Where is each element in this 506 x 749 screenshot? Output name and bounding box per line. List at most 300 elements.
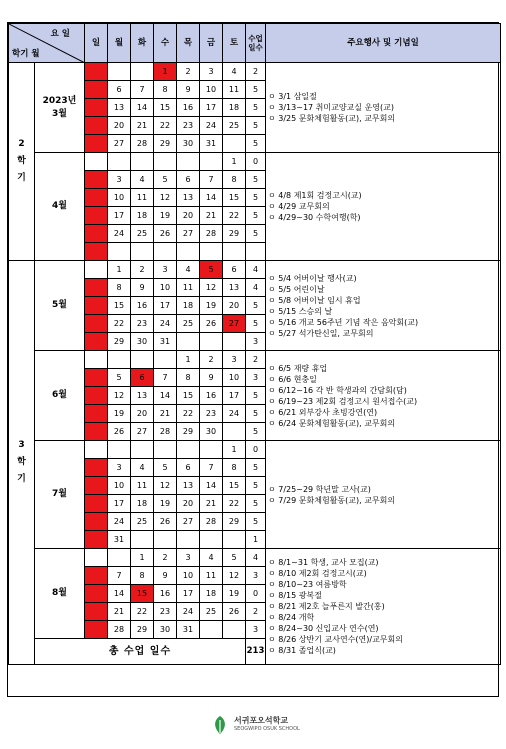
events-list xyxy=(266,549,501,665)
event-item: ㅇ 4/29~30 수학여행(학) xyxy=(268,213,361,222)
class-days-count: 4 xyxy=(246,261,266,279)
date-cell: 18 xyxy=(223,99,246,117)
event-item: ㅇ 6/24 문화체험활동(교), 교무회의 xyxy=(268,418,396,428)
date-cell xyxy=(223,423,246,441)
date-cell: 17 xyxy=(223,387,246,405)
class-days-count: 5 xyxy=(246,477,266,495)
date-cell: 4 xyxy=(200,549,223,567)
holiday-date-cell: 25 xyxy=(85,423,108,441)
class-days-count: 5 xyxy=(246,99,266,117)
class-days-count: 3 xyxy=(246,621,266,639)
date-cell: 30 xyxy=(131,333,154,351)
date-cell: 26 xyxy=(154,513,177,531)
semester-3-label: 3 학 기 xyxy=(9,261,35,665)
class-days-count: 4 xyxy=(246,549,266,567)
holiday-date-cell: 20 xyxy=(85,603,108,621)
event-item: ㅇ 3/1 삼일절 xyxy=(268,92,317,101)
date-cell: 2 xyxy=(131,261,154,279)
date-cell: 25 xyxy=(131,225,154,243)
holiday-date-cell: 5 xyxy=(200,261,223,279)
date-cell xyxy=(85,153,108,171)
class-days-count: 5 xyxy=(246,459,266,477)
class-days-count: 5 xyxy=(246,81,266,99)
date-cell: 10 xyxy=(108,477,131,495)
date-cell: 24 xyxy=(108,513,131,531)
total-label: 총 수업 일수 xyxy=(35,639,246,665)
date-cell: 30 xyxy=(154,621,177,639)
class-days-count: 5 xyxy=(246,405,266,423)
date-cell: 11 xyxy=(223,81,246,99)
date-cell: 10 xyxy=(223,369,246,387)
date-cell: 19 xyxy=(200,297,223,315)
school-name: 서귀포오석학교 xyxy=(234,716,289,725)
event-item: ㅇ 8/1~31 학생, 교사 모집(교) xyxy=(268,558,379,567)
date-cell: 21 xyxy=(131,117,154,135)
date-cell xyxy=(85,261,108,279)
class-days-count: 5 xyxy=(246,225,266,243)
date-cell: 28 xyxy=(154,423,177,441)
date-cell: 22 xyxy=(177,405,200,423)
date-cell: 9 xyxy=(177,81,200,99)
event-item: ㅇ 5/27 석가탄신일, 교무회의 xyxy=(268,328,374,338)
date-cell: 27 xyxy=(177,225,200,243)
date-cell: 13 xyxy=(177,189,200,207)
date-cell: 13 xyxy=(223,279,246,297)
date-cell: 1 xyxy=(108,261,131,279)
date-cell: 14 xyxy=(154,387,177,405)
class-days-count: 2 xyxy=(246,63,266,81)
class-days-count: 0 xyxy=(246,441,266,459)
holiday-date-cell: 6 xyxy=(131,369,154,387)
date-cell: 11 xyxy=(200,567,223,585)
date-cell: 9 xyxy=(200,369,223,387)
date-cell: 7 xyxy=(108,567,131,585)
date-cell xyxy=(200,153,223,171)
date-cell xyxy=(154,153,177,171)
date-cell xyxy=(108,441,131,459)
date-cell: 7 xyxy=(200,171,223,189)
date-cell: 31 xyxy=(154,333,177,351)
day-header-sun: 일 xyxy=(85,24,108,63)
date-cell: 20 xyxy=(177,495,200,513)
date-cell: 6 xyxy=(177,171,200,189)
date-cell: 19 xyxy=(154,495,177,513)
date-cell xyxy=(154,531,177,549)
date-cell xyxy=(108,351,131,369)
date-cell: 9 xyxy=(154,567,177,585)
corner-semester-label: 학기 월 xyxy=(12,48,40,59)
holiday-date-cell: 6 xyxy=(85,567,108,585)
date-cell: 12 xyxy=(108,387,131,405)
date-cell: 16 xyxy=(131,297,154,315)
date-cell xyxy=(108,63,131,81)
date-cell: 18 xyxy=(200,585,223,603)
event-item: ㅇ 3/25 문화체험활동(교), 교무회의 xyxy=(268,114,396,123)
date-cell xyxy=(223,531,246,549)
date-cell: 22 xyxy=(223,495,246,513)
date-cell: 1 xyxy=(131,549,154,567)
corner-header xyxy=(9,24,85,63)
date-cell: 25 xyxy=(131,513,154,531)
month-label: 6월 xyxy=(35,351,85,441)
date-cell: 7 xyxy=(154,369,177,387)
date-cell: 4 xyxy=(131,459,154,477)
date-cell: 14 xyxy=(131,99,154,117)
events-list xyxy=(266,351,501,441)
holiday-date-cell xyxy=(85,63,108,81)
class-days-count: 5 xyxy=(246,207,266,225)
date-cell: 14 xyxy=(200,189,223,207)
semester-2-label: 2 학 기 xyxy=(9,63,35,261)
date-cell: 29 xyxy=(108,333,131,351)
day-header-mon: 월 xyxy=(108,24,131,63)
month-label: 8월 xyxy=(35,549,85,639)
date-cell: 9 xyxy=(131,279,154,297)
date-cell: 27 xyxy=(108,135,131,153)
date-cell xyxy=(131,153,154,171)
date-cell: 8 xyxy=(177,369,200,387)
date-cell: 22 xyxy=(154,117,177,135)
date-cell xyxy=(154,351,177,369)
class-days-count: 5 xyxy=(246,135,266,153)
month-label: 5월 xyxy=(35,261,85,351)
date-cell: 14 xyxy=(108,585,131,603)
date-cell: 8 xyxy=(154,81,177,99)
date-cell: 6 xyxy=(223,261,246,279)
date-cell xyxy=(200,243,223,261)
event-item: ㅇ 5/4 어버이날 행사(교) xyxy=(268,273,357,283)
date-cell: 6 xyxy=(108,81,131,99)
date-cell: 15 xyxy=(223,189,246,207)
date-cell: 24 xyxy=(200,117,223,135)
date-cell: 13 xyxy=(131,387,154,405)
class-days-count xyxy=(246,243,266,261)
date-cell: 12 xyxy=(223,567,246,585)
date-cell xyxy=(177,441,200,459)
class-days-count: 0 xyxy=(246,585,266,603)
date-cell xyxy=(200,621,223,639)
date-cell: 17 xyxy=(108,495,131,513)
holiday-date-cell: 11 xyxy=(85,387,108,405)
date-cell xyxy=(131,243,154,261)
date-cell: 18 xyxy=(177,297,200,315)
date-cell: 22 xyxy=(131,603,154,621)
class-days-count: 1 xyxy=(246,531,266,549)
school-name-english: SEOGWIPO OSUK SCHOOL xyxy=(234,726,300,732)
day-header-thu: 목 xyxy=(177,24,200,63)
date-cell: 26 xyxy=(154,225,177,243)
date-cell xyxy=(177,243,200,261)
date-cell: 5 xyxy=(154,459,177,477)
class-days-count: 5 xyxy=(246,315,266,333)
event-item: ㅇ 8/15 광복절 xyxy=(268,591,322,600)
date-cell: 29 xyxy=(131,621,154,639)
event-item: ㅇ 5/16 개교 56주년 기념 작은 음악회(교) xyxy=(268,317,419,327)
event-item: ㅇ 6/12~16 각 반 학생과의 간담회(담) xyxy=(268,385,407,395)
week-row xyxy=(9,63,501,81)
class-days-count: 5 xyxy=(246,189,266,207)
date-cell: 31 xyxy=(108,531,131,549)
date-cell: 1 xyxy=(223,441,246,459)
date-cell xyxy=(154,243,177,261)
holiday-date-cell: 5 xyxy=(85,81,108,99)
holiday-date-cell: 9 xyxy=(85,189,108,207)
class-days-count: 4 xyxy=(246,279,266,297)
event-item: ㅇ 5/8 어버이날 임시 휴업 xyxy=(268,295,361,305)
class-days-count: 5 xyxy=(246,387,266,405)
date-cell: 3 xyxy=(200,63,223,81)
class-days-count: 5 xyxy=(246,495,266,513)
leaf-emblem-icon xyxy=(210,714,230,736)
event-item: ㅇ 8/21 제2호 늘푸른지 발간(홍) xyxy=(268,602,385,611)
class-days-count: 3 xyxy=(246,567,266,585)
date-cell: 13 xyxy=(177,477,200,495)
date-cell: 30 xyxy=(200,423,223,441)
date-cell: 26 xyxy=(200,315,223,333)
date-cell: 3 xyxy=(223,351,246,369)
date-cell: 17 xyxy=(108,207,131,225)
holiday-date-cell: 14 xyxy=(85,297,108,315)
date-cell: 23 xyxy=(200,405,223,423)
week-row xyxy=(9,261,501,279)
date-cell xyxy=(200,531,223,549)
date-cell: 19 xyxy=(223,585,246,603)
date-cell: 8 xyxy=(223,459,246,477)
events-list xyxy=(266,153,501,261)
date-cell: 12 xyxy=(154,189,177,207)
date-cell: 29 xyxy=(223,513,246,531)
date-cell xyxy=(131,351,154,369)
event-item: ㅇ 6/5 재량 휴업 xyxy=(268,363,328,373)
date-cell: 21 xyxy=(200,207,223,225)
holiday-date-cell: 30 xyxy=(85,531,108,549)
date-cell xyxy=(223,135,246,153)
date-cell: 3 xyxy=(108,459,131,477)
date-cell xyxy=(200,441,223,459)
event-item: ㅇ 8/26 상반기 교사연수(연)/교무회의 xyxy=(268,635,403,644)
date-cell xyxy=(131,63,154,81)
month-label: 2023년 3월 xyxy=(35,63,85,153)
event-item: ㅇ 7/29 문화체험활동(교), 교무회의 xyxy=(268,495,396,505)
date-cell: 18 xyxy=(131,207,154,225)
month-label: 4월 xyxy=(35,153,85,261)
date-cell xyxy=(108,243,131,261)
date-cell: 13 xyxy=(108,99,131,117)
holiday-date-cell: 27 xyxy=(223,315,246,333)
event-item: ㅇ 7/25~29 학년말 고사(교) xyxy=(268,484,371,494)
class-days-count: 3 xyxy=(246,333,266,351)
date-cell: 24 xyxy=(154,315,177,333)
date-cell: 26 xyxy=(223,603,246,621)
event-item: ㅇ 5/15 스승의 날 xyxy=(268,306,333,316)
date-cell: 6 xyxy=(177,459,200,477)
date-cell: 12 xyxy=(200,279,223,297)
date-cell: 7 xyxy=(131,81,154,99)
holiday-date-cell: 21 xyxy=(85,315,108,333)
event-item: ㅇ 5/5 어린이날 xyxy=(268,284,325,294)
date-cell: 11 xyxy=(131,189,154,207)
day-header-sat: 토 xyxy=(223,24,246,63)
holiday-date-cell: 4 xyxy=(85,369,108,387)
total-value: 213 xyxy=(246,639,266,665)
event-item: ㅇ 8/10 제2회 검정고시(교) xyxy=(268,569,367,578)
date-cell: 16 xyxy=(177,99,200,117)
date-cell: 8 xyxy=(131,567,154,585)
date-cell xyxy=(223,333,246,351)
date-cell: 5 xyxy=(154,171,177,189)
date-cell xyxy=(85,351,108,369)
date-cell: 19 xyxy=(154,207,177,225)
date-cell: 15 xyxy=(108,297,131,315)
count-header: 수업일수 xyxy=(246,24,266,63)
class-days-count: 3 xyxy=(246,369,266,387)
date-cell: 15 xyxy=(223,477,246,495)
date-cell: 11 xyxy=(131,477,154,495)
date-cell: 12 xyxy=(154,477,177,495)
event-item: ㅇ 4/29 교무회의 xyxy=(268,202,330,211)
school-calendar-table xyxy=(8,23,501,665)
corner-day-label: 요 일 xyxy=(50,29,70,39)
class-days-count: 2 xyxy=(246,351,266,369)
events-header: 주요행사 및 기념일 xyxy=(266,24,501,63)
date-cell: 15 xyxy=(154,99,177,117)
class-days-count: 0 xyxy=(246,153,266,171)
date-cell: 20 xyxy=(177,207,200,225)
date-cell: 22 xyxy=(223,207,246,225)
calendar-sheet xyxy=(7,22,499,697)
date-cell: 28 xyxy=(200,225,223,243)
school-logo xyxy=(210,712,330,738)
date-cell: 4 xyxy=(177,261,200,279)
class-days-count: 5 xyxy=(246,171,266,189)
date-cell: 3 xyxy=(108,171,131,189)
date-cell: 10 xyxy=(200,81,223,99)
date-cell: 17 xyxy=(177,585,200,603)
date-cell: 3 xyxy=(177,549,200,567)
date-cell: 27 xyxy=(177,513,200,531)
date-cell: 5 xyxy=(223,549,246,567)
date-cell xyxy=(108,549,131,567)
holiday-date-cell: 23 xyxy=(85,513,108,531)
event-item: ㅇ 8/24~30 신입교사 연수(연) xyxy=(268,624,379,633)
date-cell: 24 xyxy=(177,603,200,621)
date-cell: 24 xyxy=(108,225,131,243)
date-cell: 22 xyxy=(108,315,131,333)
week-row xyxy=(9,441,501,459)
date-cell xyxy=(223,621,246,639)
events-list xyxy=(266,63,501,153)
date-cell: 25 xyxy=(223,117,246,135)
date-cell: 28 xyxy=(200,513,223,531)
date-cell: 21 xyxy=(154,405,177,423)
event-item: ㅇ 6/19~23 제2회 검정고시 원서접수(교) xyxy=(268,396,418,406)
events-list xyxy=(266,261,501,351)
date-cell: 2 xyxy=(200,351,223,369)
date-cell: 29 xyxy=(154,135,177,153)
date-cell xyxy=(108,153,131,171)
date-cell xyxy=(154,441,177,459)
date-cell: 25 xyxy=(177,315,200,333)
date-cell: 16 xyxy=(200,387,223,405)
date-cell xyxy=(85,441,108,459)
holiday-date-cell: 12 xyxy=(85,99,108,117)
event-item: ㅇ 6/21 외부강사 초빙강연(연) xyxy=(268,407,378,417)
week-row xyxy=(9,549,501,567)
events-list xyxy=(266,441,501,549)
date-cell: 29 xyxy=(223,225,246,243)
date-cell: 24 xyxy=(223,405,246,423)
holiday-date-cell: 19 xyxy=(85,117,108,135)
holiday-date-cell: 16 xyxy=(85,495,108,513)
date-cell: 23 xyxy=(131,315,154,333)
date-cell: 17 xyxy=(154,297,177,315)
holiday-date-cell: 23 xyxy=(85,225,108,243)
date-cell: 26 xyxy=(108,423,131,441)
date-cell: 10 xyxy=(154,279,177,297)
day-header-fri: 금 xyxy=(200,24,223,63)
date-cell: 10 xyxy=(108,189,131,207)
date-cell xyxy=(131,531,154,549)
holiday-date-cell: 28 xyxy=(85,333,108,351)
event-item: ㅇ 8/24 개학 xyxy=(268,613,315,622)
holiday-date-cell: 30 xyxy=(85,243,108,261)
event-item: ㅇ 8/10~23 여름방학 xyxy=(268,580,347,589)
day-header-wed: 수 xyxy=(154,24,177,63)
event-item: ㅇ 4/8 제1회 검정고시(교) xyxy=(268,191,362,200)
date-cell: 8 xyxy=(108,279,131,297)
date-cell: 16 xyxy=(154,585,177,603)
date-cell: 23 xyxy=(177,117,200,135)
date-cell: 21 xyxy=(108,603,131,621)
date-cell: 28 xyxy=(108,621,131,639)
date-cell: 21 xyxy=(200,495,223,513)
date-cell xyxy=(177,531,200,549)
holiday-date-cell: 7 xyxy=(85,279,108,297)
holiday-date-cell: 27 xyxy=(85,621,108,639)
date-cell: 20 xyxy=(131,405,154,423)
date-cell: 20 xyxy=(108,117,131,135)
date-cell: 20 xyxy=(223,297,246,315)
class-days-count: 5 xyxy=(246,423,266,441)
date-cell xyxy=(223,243,246,261)
holiday-date-cell: 18 xyxy=(85,405,108,423)
event-item: ㅇ 6/6 현충일 xyxy=(268,374,317,384)
holiday-date-cell: 2 xyxy=(85,171,108,189)
date-cell: 2 xyxy=(154,549,177,567)
date-cell xyxy=(200,333,223,351)
date-cell: 25 xyxy=(200,603,223,621)
holiday-date-cell: 2 xyxy=(85,459,108,477)
date-cell: 3 xyxy=(154,261,177,279)
date-cell: 4 xyxy=(223,63,246,81)
holiday-date-cell: 26 xyxy=(85,135,108,153)
date-cell xyxy=(177,153,200,171)
date-cell: 29 xyxy=(177,423,200,441)
week-row xyxy=(9,153,501,171)
date-cell: 10 xyxy=(177,567,200,585)
date-cell: 19 xyxy=(108,405,131,423)
date-cell: 27 xyxy=(131,423,154,441)
date-cell: 23 xyxy=(154,603,177,621)
event-item: ㅇ 8/31 졸업식(교) xyxy=(268,646,336,655)
week-row xyxy=(9,351,501,369)
date-cell: 11 xyxy=(177,279,200,297)
date-cell: 1 xyxy=(177,351,200,369)
class-days-count: 5 xyxy=(246,513,266,531)
date-cell: 30 xyxy=(177,135,200,153)
date-cell xyxy=(85,549,108,567)
holiday-date-cell: 13 xyxy=(85,585,108,603)
